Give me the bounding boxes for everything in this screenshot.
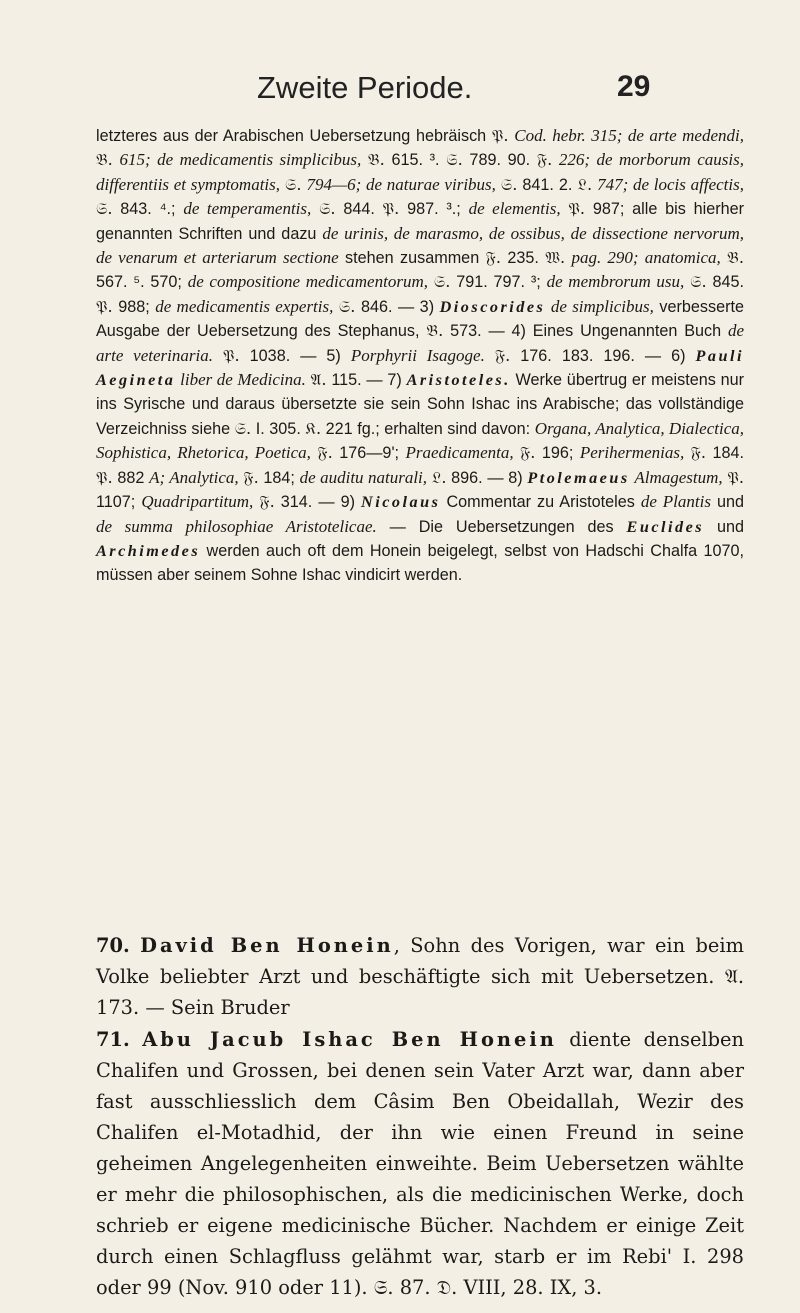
- text-run: 843. ⁴.;: [112, 200, 184, 219]
- text-run: 615. ³.: [384, 151, 447, 170]
- catalog-siglum: 𝔎.: [305, 418, 322, 438]
- latin-title: de compositione medicamentorum,: [187, 272, 428, 292]
- spaced-name: Dioscorides: [439, 297, 546, 316]
- section-number: 70.: [96, 934, 130, 957]
- text-run: , Sohn des Vorigen, war ein beim Volke beliebter Arzt und beschäftigte sich mit Uebersetzen.: [96, 934, 744, 988]
- text-run: 176—9';: [332, 444, 406, 463]
- latin-title: de medicamentis expertis,: [155, 296, 334, 316]
- text-run: 1038. — 5): [239, 346, 351, 365]
- latin-title: 615; de medicamentis simplicibus,: [119, 150, 362, 170]
- text-run: [311, 200, 319, 218]
- text-run: diente denselben Chalifen und Grossen, bei denen sein Vater Arzt war, dann aber fast ausschliesslich dem Câsim Ben Obeidallah, Wezir des Chalifen el-Motadhid, der ihn wie einen Freund in seine geheimen Angelegenheiten einweihte. Beim Uebersetzen wählte er mehr die philosophischen, als die medicinischen Werke, doch schrieb er eigene medicinische Bücher. Nachdem er einige Zeit durch einen Schlagfluss gelähmt war, starb er im Rebi' I. 298 oder 99 (Nov. 910 oder 11).: [96, 1028, 745, 1299]
- text-run: verbesserte Ausgabe der Uebersetzung des Stephanus,: [96, 297, 745, 341]
- text-run: [113, 151, 120, 169]
- page-header: [0, 70, 800, 110]
- spaced-name: Pauli Aegineta: [96, 346, 744, 390]
- catalog-siglum: 𝔓.: [382, 199, 400, 219]
- catalog-siglum: 𝔇.: [436, 1276, 458, 1299]
- latin-title: de simplicibus,: [550, 296, 654, 316]
- text-run: I. 305.: [251, 419, 306, 438]
- text-run: und: [710, 493, 744, 512]
- catalog-siglum: 𝔉.: [690, 443, 707, 463]
- running-title: Zweite Periode.: [257, 70, 473, 105]
- catalog-siglum: 𝔅.: [367, 150, 385, 170]
- section-paragraph: [96, 930, 744, 1023]
- text-run: 845.: [706, 273, 744, 292]
- latin-title: de Plantis: [640, 492, 711, 512]
- latin-title: Quadripartitum,: [141, 492, 254, 512]
- latin-title: de auditu naturali,: [299, 467, 428, 487]
- page-number: 29: [617, 70, 651, 103]
- latin-title: liber de Medicina.: [180, 370, 306, 390]
- section-number: 71.: [96, 1028, 130, 1051]
- catalog-siglum: 𝔖.: [234, 418, 252, 438]
- text-run: 196;: [535, 444, 580, 463]
- latin-title: Almagestum,: [634, 467, 723, 487]
- catalog-siglum: 𝔄.: [310, 370, 327, 390]
- latin-title: de membrorum usu,: [546, 272, 685, 292]
- text-run: 882: [112, 468, 150, 487]
- text-run: 1107;: [96, 493, 142, 512]
- latin-title: 794—6; de naturae viribus,: [306, 174, 496, 194]
- catalog-siglum: 𝔉.: [317, 443, 333, 463]
- latin-title: Cod. hebr. 315; de arte medendi,: [514, 126, 744, 145]
- text-run: 987. ³.;: [399, 200, 469, 219]
- text-run: letzteres aus der Arabischen Uebersetzung hebräisch: [96, 127, 492, 145]
- catalog-siglum: 𝔖.: [338, 296, 356, 316]
- text-run: 176. 183. 196. — 6): [510, 346, 696, 365]
- catalog-siglum: 𝔚.: [545, 248, 566, 268]
- numbered-sections: [96, 930, 744, 1304]
- spaced-name: Nicolaus: [361, 493, 441, 512]
- text-run: 87.: [393, 1276, 437, 1299]
- text-run: [485, 347, 495, 365]
- catalog-siglum: 𝔖.: [446, 150, 463, 170]
- text-run: 184.: [706, 444, 745, 463]
- text-run: 988;: [112, 297, 156, 316]
- latin-title: 226; de morborum causis, differentiis et symptomatis,: [96, 150, 744, 194]
- catalog-siglum: 𝔓.: [96, 296, 113, 316]
- catalog-siglum: 𝔉.: [520, 443, 536, 463]
- text-run: 846. — 3): [355, 297, 440, 316]
- catalog-siglum: 𝔄.: [724, 965, 744, 988]
- text-run: VIII, 28. IX, 3.: [457, 1276, 603, 1299]
- catalog-siglum: 𝔖.: [285, 174, 302, 194]
- latin-title: de summa philosophiae Aristotelicae.: [96, 516, 377, 536]
- text-run: 987; alle bis hierher genannten Schriften und dazu: [96, 200, 745, 243]
- text-run: Commentar zu Aristoteles: [440, 493, 641, 512]
- latin-title: de arte veterinaria.: [96, 321, 744, 365]
- catalog-siglum: 𝔉.: [494, 345, 511, 365]
- latin-title: pag. 290; anatomica,: [571, 248, 721, 268]
- text-run: [213, 347, 223, 365]
- catalog-siglum: 𝔓.: [491, 126, 509, 145]
- latin-title: de urinis, de marasmo, de ossibus, de dissectione nervorum, de venarum et arteriarum sectione: [96, 223, 745, 268]
- catalog-siglum: 𝔅.: [426, 321, 444, 341]
- spaced-name: Aristoteles.: [406, 371, 511, 390]
- text-run: [130, 1028, 142, 1051]
- catalog-siglum: 𝔖.: [433, 272, 451, 292]
- text-run: 896. — 8): [446, 468, 528, 487]
- text-run: 184;: [258, 468, 300, 487]
- person-name: Abu Jacub Ishac Ben Honein: [142, 1028, 557, 1051]
- section-paragraph: [96, 1024, 744, 1303]
- latin-title: de elementis,: [468, 199, 561, 219]
- text-run: Werke übertrug er meistens nur ins Syrische und daraus übersetzte sie sein Sohn Ishac ins Arabische; das vollständige Verzeichniss siehe: [96, 371, 745, 438]
- main-paragraph: [96, 124, 744, 588]
- catalog-siglum: 𝔅.: [96, 150, 113, 170]
- spaced-name: Ptolemaeus: [527, 468, 630, 487]
- catalog-siglum: 𝔉.: [243, 467, 259, 487]
- text-run: 173. — Sein Bruder: [96, 996, 290, 1019]
- catalog-siglum: 𝔖.: [96, 199, 113, 219]
- catalog-siglum: 𝔓.: [222, 345, 240, 365]
- text-run: 844.: [335, 200, 383, 219]
- spaced-name: Euclides: [626, 517, 705, 536]
- catalog-siglum: 𝔖.: [373, 1276, 394, 1299]
- latin-title: Praedicamenta,: [405, 443, 514, 463]
- catalog-siglum: 𝔏.: [431, 467, 447, 487]
- catalog-siglum: 𝔓.: [96, 467, 113, 487]
- spaced-name: Archimedes: [96, 541, 201, 560]
- text-run: — Die Uebersetzungen des: [376, 517, 627, 536]
- latin-title: A; Analytica,: [149, 467, 239, 487]
- latin-title: Organa, Analytica, Dialectica, Sophistica, Rhetorica, Poetica,: [96, 418, 744, 463]
- text-run: [130, 934, 140, 957]
- catalog-siglum: 𝔓.: [727, 467, 744, 487]
- text-run: und: [704, 517, 744, 536]
- catalog-siglum: 𝔓.: [568, 199, 586, 219]
- latin-title: Porphyrii Isagoge.: [350, 345, 485, 365]
- text-run: stehen zusammen: [338, 249, 486, 268]
- text-run: 573. — 4) Eines Ungenannten Buch: [443, 322, 728, 341]
- catalog-siglum: 𝔉.: [536, 150, 553, 170]
- catalog-siglum: 𝔏.: [577, 174, 593, 194]
- text-run: 789. 90.: [462, 151, 537, 170]
- text-run: [361, 151, 368, 169]
- text-run: 841. 2.: [517, 175, 578, 194]
- text-run: 221 fg.; erhalten sind davon:: [321, 419, 535, 438]
- text-run: 567. ⁵. 570;: [96, 273, 188, 292]
- person-name: David Ben Honein: [140, 934, 394, 957]
- text-run: [552, 151, 559, 169]
- latin-title: Perihermenias,: [579, 443, 685, 463]
- text-run: 235.: [500, 249, 546, 268]
- catalog-siglum: 𝔉.: [259, 492, 275, 512]
- text-run: werden auch oft dem Honein beigelegt, selbst von Hadschi Chalfa 1070, müssen aber seinem Sohne Ishac vindicirt werden.: [96, 541, 744, 585]
- catalog-siglum: 𝔖.: [500, 174, 518, 194]
- text-run: 791. 797. ³;: [450, 273, 547, 292]
- catalog-siglum: 𝔖.: [319, 199, 336, 219]
- text-run: 115. — 7): [326, 371, 407, 390]
- catalog-siglum: 𝔉.: [485, 248, 501, 268]
- latin-title: 747; de locis affectis,: [597, 174, 744, 194]
- catalog-siglum: 𝔅.: [727, 248, 744, 268]
- latin-title: de temperamentis,: [183, 199, 312, 219]
- text-run: 314. — 9): [274, 493, 362, 512]
- catalog-siglum: 𝔖.: [690, 272, 707, 292]
